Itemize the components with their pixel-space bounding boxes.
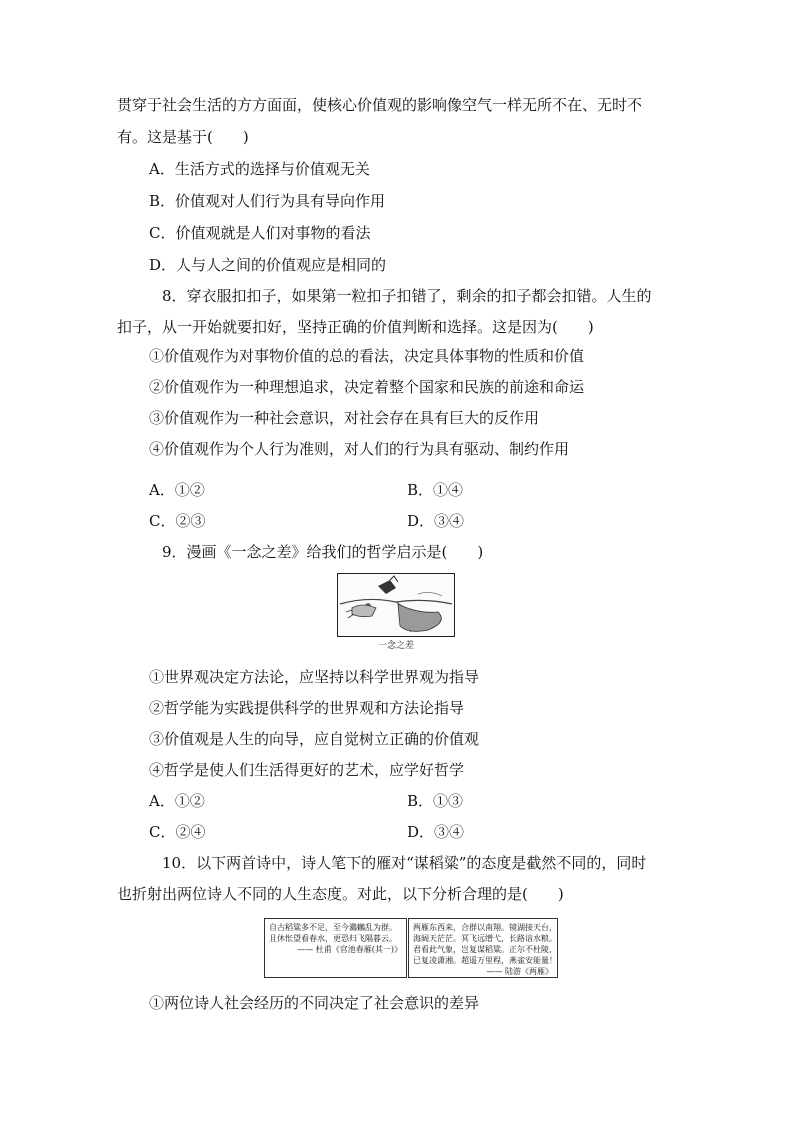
q9-item-3: ③价值观是人生的向导，应自觉树立正确的价值观 <box>149 730 480 748</box>
cartoon-illustration <box>338 574 454 636</box>
q8-option-a: A．①② <box>149 481 205 499</box>
q9-stem: 9．漫画《一念之差》给我们的哲学启示是( ) <box>162 543 484 561</box>
poem-box-du-fu <box>264 918 407 978</box>
q9-item-4: ④哲学是使人们生活得更好的艺术，应学好哲学 <box>149 761 465 779</box>
poem2-source: —— 陆游《两雁》 <box>486 967 553 976</box>
poem1-line1: 自古稻粱多不足，至今鸂鶒乱为群。 <box>269 923 397 932</box>
q10-stem-line1: 10．以下两首诗中，诗人笔下的雁对“谋稻粱”的态度是截然不同的，同时 <box>162 854 647 872</box>
q10-stem-line2: 也折射出两位诗人不同的人生态度。对此，以下分析合理的是( ) <box>117 885 564 903</box>
q8-item-1: ①价值观作为对事物价值的总的看法，决定具体事物的性质和价值 <box>149 347 585 365</box>
q9-option-d: D．③④ <box>407 823 465 841</box>
poem2-line3: 君看此气象，岂复谋稻粱。正尔不杜陵， <box>413 945 557 954</box>
poem1-line2: 且休怅望看春水，更恐归飞隔暮云。 <box>269 934 397 943</box>
q8-stem-line2: 扣子，从一开始就要扣好，坚持正确的价值判断和选择。这是因为( ) <box>117 318 594 336</box>
q8-stem-line1: 8．穿衣服扣扣子，如果第一粒扣子扣错了，剩余的扣子都会扣错。人生的 <box>162 287 652 305</box>
q8-item-3: ③价值观作为一种社会意识，对社会存在具有巨大的反作用 <box>149 409 540 427</box>
q7-option-b: B．价值观对人们行为具有导向作用 <box>149 192 386 210</box>
q10-item-1: ①两位诗人社会经历的不同决定了社会意识的差异 <box>149 994 480 1012</box>
poem2-line2: 海阔天茫茫。冥飞远缯弋，长路谙水粮。 <box>413 934 557 943</box>
q9-option-c: C．②④ <box>149 823 206 841</box>
poem2-line4: 已复凌潇湘。超遥万里程，燕雀安能量！ <box>413 956 557 965</box>
q8-item-2: ②价值观作为一种理想追求，决定着整个国家和民族的前途和命运 <box>149 378 585 396</box>
q7-option-c: C．价值观就是人们对事物的看法 <box>149 224 371 242</box>
q9-option-a: A．①② <box>149 792 205 810</box>
q7-stem-line2: 有。这是基于( ) <box>117 128 249 146</box>
q7-option-d: D．人与人之间的价值观应是相同的 <box>149 256 387 274</box>
q8-item-4: ④价值观作为个人行为准则，对人们的行为具有驱动、制约作用 <box>149 440 570 458</box>
q9-option-b: B．①③ <box>407 792 464 810</box>
cartoon-image <box>337 573 455 637</box>
q8-option-c: C．②③ <box>149 512 206 530</box>
poem1-source: —— 杜甫《官池春雁(其一)》 <box>297 945 402 954</box>
q7-option-a: A．生活方式的选择与价值观无关 <box>149 160 370 178</box>
cartoon-caption: 一念之差 <box>377 641 414 651</box>
q9-item-1: ①世界观决定方法论，应坚持以科学世界观为指导 <box>149 668 480 686</box>
q8-option-d: D．③④ <box>407 512 465 530</box>
q8-option-b: B．①④ <box>407 481 464 499</box>
q9-item-2: ②哲学能为实践提供科学的世界观和方法论指导 <box>149 699 465 717</box>
poem2-line1: 两雁东西来，合群以南翔。镜湖接天台， <box>413 923 557 932</box>
poem-box-lu-you <box>408 918 558 978</box>
q7-stem-line1: 贯穿于社会生活的方方面面，使核心价值观的影响像空气一样无所不在、无时不 <box>117 96 643 114</box>
